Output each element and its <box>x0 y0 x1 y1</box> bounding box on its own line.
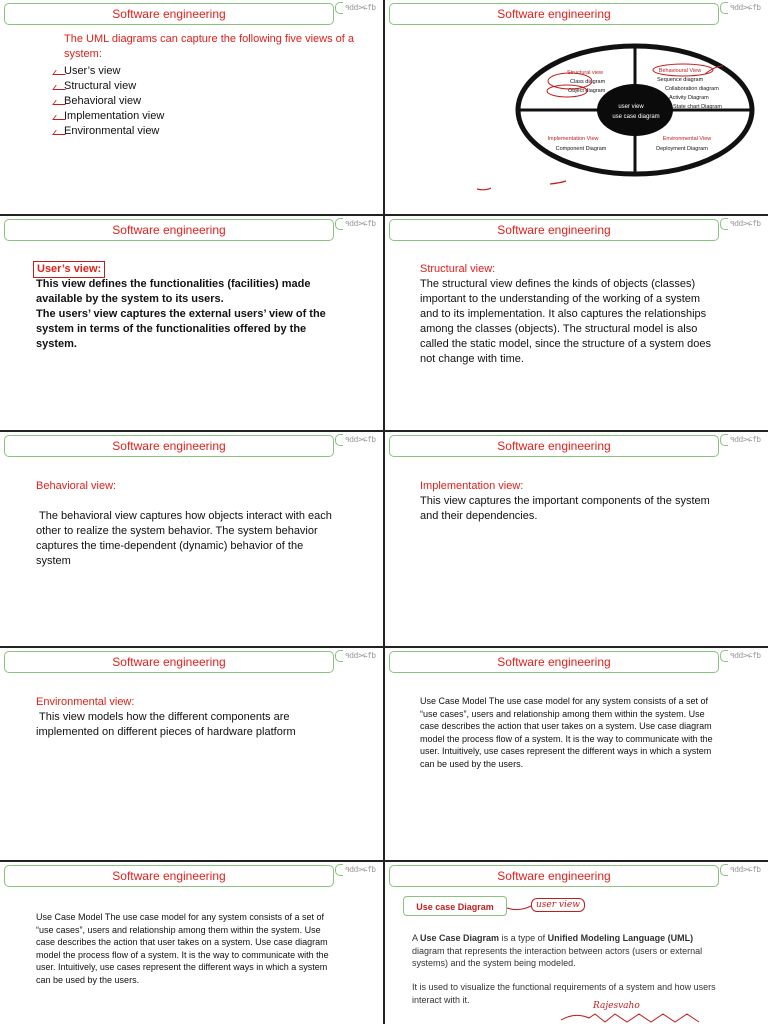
list-item: Implementation view <box>64 109 324 124</box>
structural-item: Object diagram <box>568 88 606 94</box>
behavioural-item: Collaboration diagram <box>665 86 719 92</box>
behavioral-view-text: The behavioral view captures how objects interact with each other to realize the system behavior. The system behavior captures the time-dependent (dynamic) behavior of the system <box>36 510 332 567</box>
logo-stamp: ዓdd>ፍfb <box>335 864 379 876</box>
logo-stamp: ዓdd>ፍfb <box>335 2 379 14</box>
behavioural-item: Sequence diagram <box>657 77 704 83</box>
slide-3 <box>0 216 383 430</box>
users-view-label: User’s view: <box>33 261 105 278</box>
slide-6 <box>385 432 768 646</box>
slide-header: Software engineering <box>4 865 334 887</box>
slide-header: Software engineering <box>389 435 719 457</box>
handwritten-bottom-note: Rajesvaho <box>593 1001 640 1011</box>
slide-header: Software engineering <box>389 3 719 25</box>
slide-1 <box>0 0 383 214</box>
use-case-model-text: Use Case Model The use case model for any system consists of a set of “use cases”, users and relationship among them within the system. Use case describes the action that user takes on a system. Use case diagram model the process flow of a system. It is the way to communicate with the user. Intuitively, use cases represent the different ways in which a system can be used by the users. <box>420 696 713 769</box>
behavioural-item: State chart Diagram <box>673 104 722 110</box>
behavioral-view-label: Behavioral view: <box>36 480 117 492</box>
users-view-line2: The users’ view captures the external users’ view of the system in terms of the functionalities offered by the system. <box>36 308 326 350</box>
slide-2 <box>385 0 768 214</box>
logo-stamp: ዓdd>ፍfb <box>335 434 379 446</box>
behavioural-title: Behavioural View <box>658 68 702 74</box>
environmental-view-label: Environmental view: <box>36 696 135 708</box>
structural-view-text: The structural view defines the kinds of objects (classes) important to the understanding of the working of a system and to its implementation. It also captures the relationships among the classes (objects). The structural model is also called the static model, since the structure of a system does not change with time. <box>420 278 712 365</box>
slide-header: Software engineering <box>4 219 334 241</box>
logo-stamp: ዓdd>ፍfb <box>720 864 764 876</box>
list-item: Structural view <box>64 79 324 94</box>
slide-8 <box>385 648 768 860</box>
uml-views-diagram <box>385 30 768 210</box>
environmental-item: Deployment Diagram <box>656 146 708 152</box>
list-item: User’s view <box>64 64 324 79</box>
center-bottom-label: use case diagram <box>612 114 660 120</box>
uml-views-intro: The UML diagrams can capture the following five views of a system: <box>64 33 355 60</box>
implementation-view-label: Implementation view: <box>420 480 524 492</box>
use-case-model-text: Use Case Model The use case model for any system consists of a set of “use cases”, users and relationship among them within the system. Use case describes the action that user takes on a system. Use case diagram model the process flow of a system. It is the way to communicate with the user. Intuitively, use cases represent the different ways in which a system can be used by the users. <box>36 912 329 985</box>
users-view-line1: This view defines the functionalities (facilities) made available by the system to its users. <box>36 278 311 305</box>
behavioural-item: Activity Diagram <box>669 95 709 101</box>
logo-stamp: ዓdd>ፍfb <box>720 650 764 662</box>
implementation-item: Component Diagram <box>555 146 607 152</box>
structural-item: Class diagram <box>570 79 606 85</box>
center-top-label: user view <box>618 104 644 110</box>
environmental-view-text: This view models how the different components are implemented on different pieces of hardware platform <box>36 711 296 738</box>
use-case-diagram-box: Use case Diagram <box>403 896 507 916</box>
use-case-diagram-definition: A Use Case Diagram is a type of Unified Modeling Language (UML) diagram that represents the interaction between actors (users or external systems) and the system being modeled. <box>412 933 703 968</box>
slide-header: Software engineering <box>4 435 334 457</box>
slide-header: Software engineering <box>389 865 719 887</box>
implementation-view-text: This view captures the important components of the system and their dependencies. <box>420 495 710 522</box>
slide-10 <box>385 862 768 1024</box>
slide-header: Software engineering <box>389 651 719 673</box>
implementation-title: Implementation View <box>547 136 599 142</box>
logo-stamp: ዓdd>ፍfb <box>335 218 379 230</box>
logo-stamp: ዓdd>ፍfb <box>335 650 379 662</box>
slide-header: Software engineering <box>4 3 334 25</box>
handwritten-scribble <box>555 1010 725 1024</box>
list-item: Environmental view <box>64 124 324 139</box>
structural-view-label: Structural view: <box>420 263 496 275</box>
use-case-diagram-purpose: It is used to visualize the functional requirements of a system and how users interact with it. <box>412 982 716 1005</box>
uml-views-list <box>64 64 324 139</box>
slide-5 <box>0 432 383 646</box>
structural-title: Structural view <box>566 70 604 76</box>
list-item: Behavioral view <box>64 94 324 109</box>
handwritten-user-view-note: user view <box>531 898 585 912</box>
slide-header: Software engineering <box>389 219 719 241</box>
slide-7 <box>0 648 383 860</box>
slide-header: Software engineering <box>4 651 334 673</box>
slide-4 <box>385 216 768 430</box>
logo-stamp: ዓdd>ፍfb <box>720 218 764 230</box>
logo-stamp: ዓdd>ፍfb <box>720 434 764 446</box>
slide-9 <box>0 862 383 1024</box>
environmental-title: Environmental View <box>662 136 712 142</box>
logo-stamp: ዓdd>ፍfb <box>720 2 764 14</box>
handwritten-arrow <box>505 900 535 914</box>
